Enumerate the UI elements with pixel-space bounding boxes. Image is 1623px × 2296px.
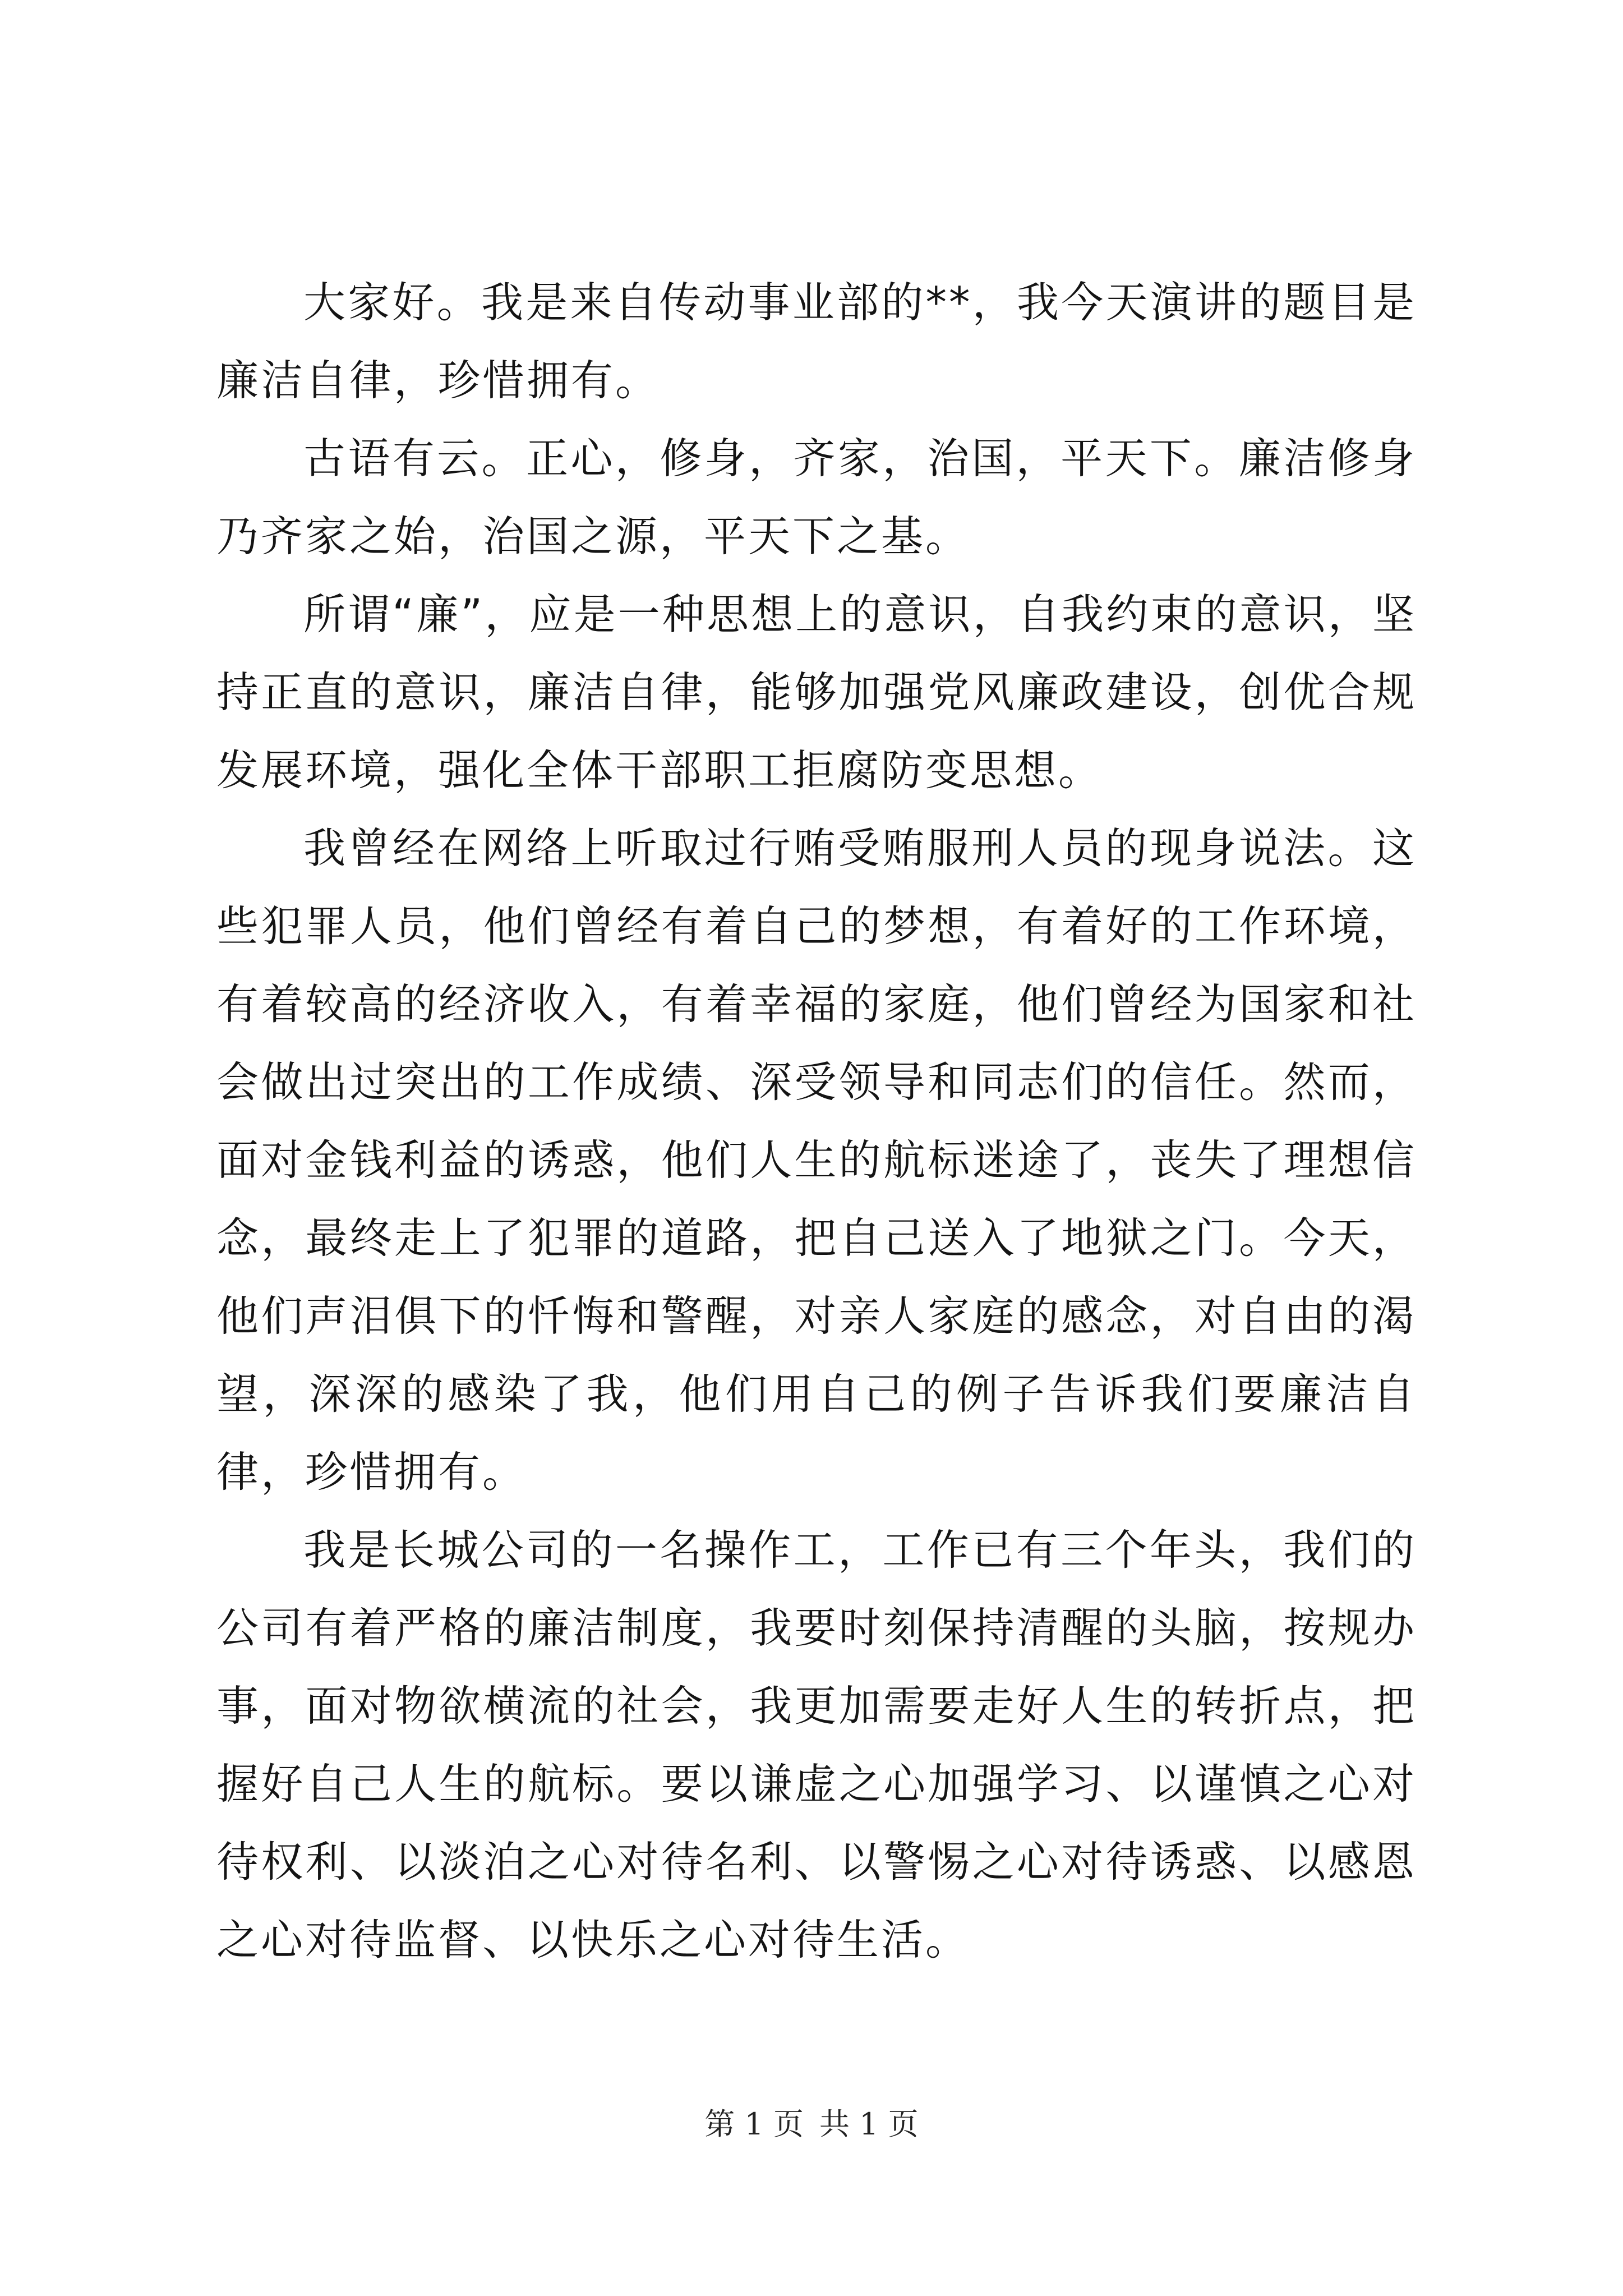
paragraph-cautionary-example: 我曾经在网络上听取过行贿受贿服刑人员的现身说法。这些犯罪人员，他们曾经有着自己的梦想，有着好的工作环境，有着较高的经济收入，有着幸福的家庭，他们曾经为国家和社会做出过突出的工作成绩、深受领导和同志们的信任。然而，面对金钱利益的诱惑，他们人生的航标迷途了，丧失了理想信念，最终走上了犯罪的道路，把自己送入了地狱之门。今天，他们声泪俱下的忏悔和警醒，对亲人家庭的感念，对自由的渴望，深深的感染了我，他们用自己的例子告诉我们要廉洁自律，珍惜拥有。 bbox=[216, 823, 1417, 1497]
paragraph-definition-of-integrity: 所谓“廉”，应是一种思想上的意识，自我约束的意识，坚持正直的意识，廉洁自律，能够加强党风廉政建设，创优合规发展环境，强化全体干部职工拒腐防变思想。 bbox=[216, 590, 1417, 795]
page-footer bbox=[0, 2105, 1623, 2144]
paragraph-greeting: 大家好。我是来自传动事业部的**，我今天演讲的题目是廉洁自律，珍惜拥有。 bbox=[216, 278, 1417, 405]
document-body bbox=[216, 264, 1417, 1979]
paragraph-personal-commitment: 我是长城公司的一名操作工，工作已有三个年头，我们的公司有着严格的廉洁制度，我要时刻保持清醒的头脑，按规办事，面对物欲横流的社会，我更加需要走好人生的转折点，把握好自己人生的航标。要以谦虚之心加强学习、以谨慎之心对待权利、以淡泊之心对待名利、以警惕之心对待诱惑、以感恩之心对待监督、以快乐之心对待生活。 bbox=[216, 1525, 1417, 1964]
page-number-current: 第 1 页 bbox=[704, 2106, 804, 2142]
page-number-total: 共 1 页 bbox=[819, 2106, 919, 2142]
paragraph-ancient-saying: 古语有云。正心，修身，齐家，治国，平天下。廉洁修身乃齐家之始，治国之源，平天下之基。 bbox=[216, 434, 1417, 561]
